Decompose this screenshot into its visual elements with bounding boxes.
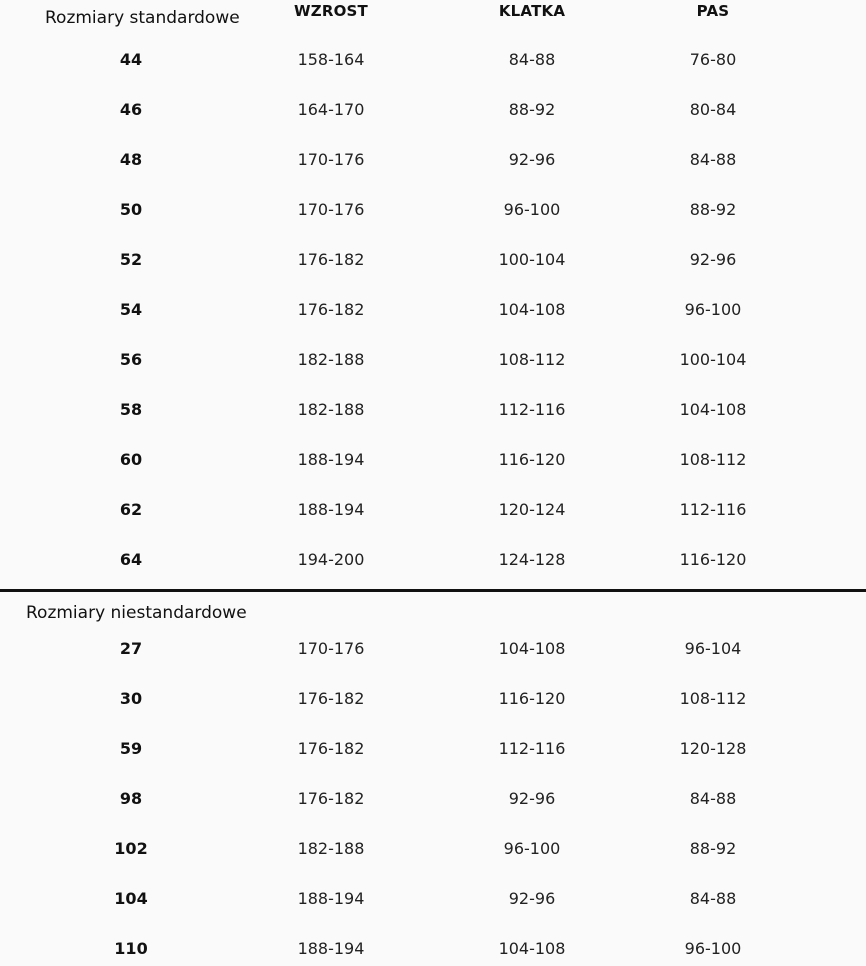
- cell-size: 98: [119, 789, 143, 808]
- cell-wzrost: 188-194: [297, 939, 365, 958]
- table-row: [0, 298, 866, 322]
- cell-pas: 108-112: [679, 689, 747, 708]
- cell-size: 54: [119, 300, 143, 319]
- cell-wzrost: 188-194: [297, 450, 365, 469]
- cell-size: 27: [119, 639, 143, 658]
- cell-pas: 120-128: [679, 739, 747, 758]
- cell-size: 110: [114, 939, 148, 958]
- cell-pas: 104-108: [679, 400, 747, 419]
- table-row: [0, 498, 866, 522]
- table-row: [0, 448, 866, 472]
- cell-klatka: 104-108: [498, 300, 566, 319]
- cell-klatka: 112-116: [498, 400, 566, 419]
- section-divider: [0, 589, 866, 592]
- header-klatka: KLATKA: [498, 2, 566, 20]
- table-row: [0, 937, 866, 961]
- table-row: [0, 48, 866, 72]
- cell-wzrost: 158-164: [297, 50, 365, 69]
- cell-klatka: 104-108: [498, 639, 566, 658]
- cell-klatka: 92-96: [508, 789, 556, 808]
- cell-size: 30: [119, 689, 143, 708]
- table-row: [0, 248, 866, 272]
- table-row: [0, 837, 866, 861]
- table-row: [0, 198, 866, 222]
- cell-pas: 76-80: [689, 50, 737, 69]
- cell-pas: 92-96: [689, 250, 737, 269]
- cell-klatka: 112-116: [498, 739, 566, 758]
- cell-pas: 84-88: [689, 789, 737, 808]
- table-row: [0, 737, 866, 761]
- cell-wzrost: 176-182: [297, 739, 365, 758]
- cell-wzrost: 176-182: [297, 689, 365, 708]
- cell-pas: 88-92: [689, 839, 737, 858]
- table-row: [0, 548, 866, 572]
- header-wzrost: WZROST: [294, 2, 368, 20]
- cell-size: 60: [119, 450, 143, 469]
- standard-section-title: Rozmiary standardowe: [45, 8, 240, 28]
- table-row: [0, 687, 866, 711]
- cell-size: 102: [114, 839, 148, 858]
- table-row: [0, 787, 866, 811]
- cell-wzrost: 170-176: [297, 150, 365, 169]
- cell-klatka: 100-104: [498, 250, 566, 269]
- table-row: [0, 148, 866, 172]
- cell-klatka: 108-112: [498, 350, 566, 369]
- cell-size: 56: [119, 350, 143, 369]
- cell-wzrost: 170-176: [297, 200, 365, 219]
- cell-klatka: 88-92: [508, 100, 556, 119]
- cell-pas: 96-100: [684, 300, 742, 319]
- header-pas: PAS: [696, 2, 730, 20]
- cell-klatka: 116-120: [498, 450, 566, 469]
- cell-wzrost: 188-194: [297, 500, 365, 519]
- cell-size: 48: [119, 150, 143, 169]
- cell-size: 58: [119, 400, 143, 419]
- cell-klatka: 84-88: [508, 50, 556, 69]
- cell-klatka: 116-120: [498, 689, 566, 708]
- table-row: [0, 98, 866, 122]
- cell-wzrost: 176-182: [297, 789, 365, 808]
- cell-wzrost: 188-194: [297, 889, 365, 908]
- cell-klatka: 104-108: [498, 939, 566, 958]
- cell-wzrost: 170-176: [297, 639, 365, 658]
- cell-size: 64: [119, 550, 143, 569]
- cell-pas: 96-100: [684, 939, 742, 958]
- cell-pas: 84-88: [689, 150, 737, 169]
- cell-wzrost: 194-200: [297, 550, 365, 569]
- table-row: [0, 637, 866, 661]
- cell-pas: 88-92: [689, 200, 737, 219]
- cell-wzrost: 182-188: [297, 350, 365, 369]
- cell-wzrost: 176-182: [297, 250, 365, 269]
- table-row: [0, 348, 866, 372]
- cell-klatka: 120-124: [498, 500, 566, 519]
- cell-wzrost: 182-188: [297, 839, 365, 858]
- cell-size: 46: [119, 100, 143, 119]
- cell-pas: 116-120: [679, 550, 747, 569]
- table-row: [0, 398, 866, 422]
- cell-klatka: 96-100: [503, 200, 561, 219]
- cell-klatka: 96-100: [503, 839, 561, 858]
- cell-wzrost: 176-182: [297, 300, 365, 319]
- cell-pas: 80-84: [689, 100, 737, 119]
- cell-pas: 96-104: [684, 639, 742, 658]
- cell-pas: 112-116: [679, 500, 747, 519]
- cell-wzrost: 182-188: [297, 400, 365, 419]
- cell-klatka: 124-128: [498, 550, 566, 569]
- cell-pas: 108-112: [679, 450, 747, 469]
- cell-size: 104: [114, 889, 148, 908]
- cell-pas: 100-104: [679, 350, 747, 369]
- cell-size: 44: [119, 50, 143, 69]
- cell-size: 52: [119, 250, 143, 269]
- cell-size: 59: [119, 739, 143, 758]
- nonstandard-section-title: Rozmiary niestandardowe: [26, 603, 247, 623]
- cell-size: 62: [119, 500, 143, 519]
- cell-pas: 84-88: [689, 889, 737, 908]
- cell-klatka: 92-96: [508, 150, 556, 169]
- table-row: [0, 887, 866, 911]
- cell-size: 50: [119, 200, 143, 219]
- cell-wzrost: 164-170: [297, 100, 365, 119]
- cell-klatka: 92-96: [508, 889, 556, 908]
